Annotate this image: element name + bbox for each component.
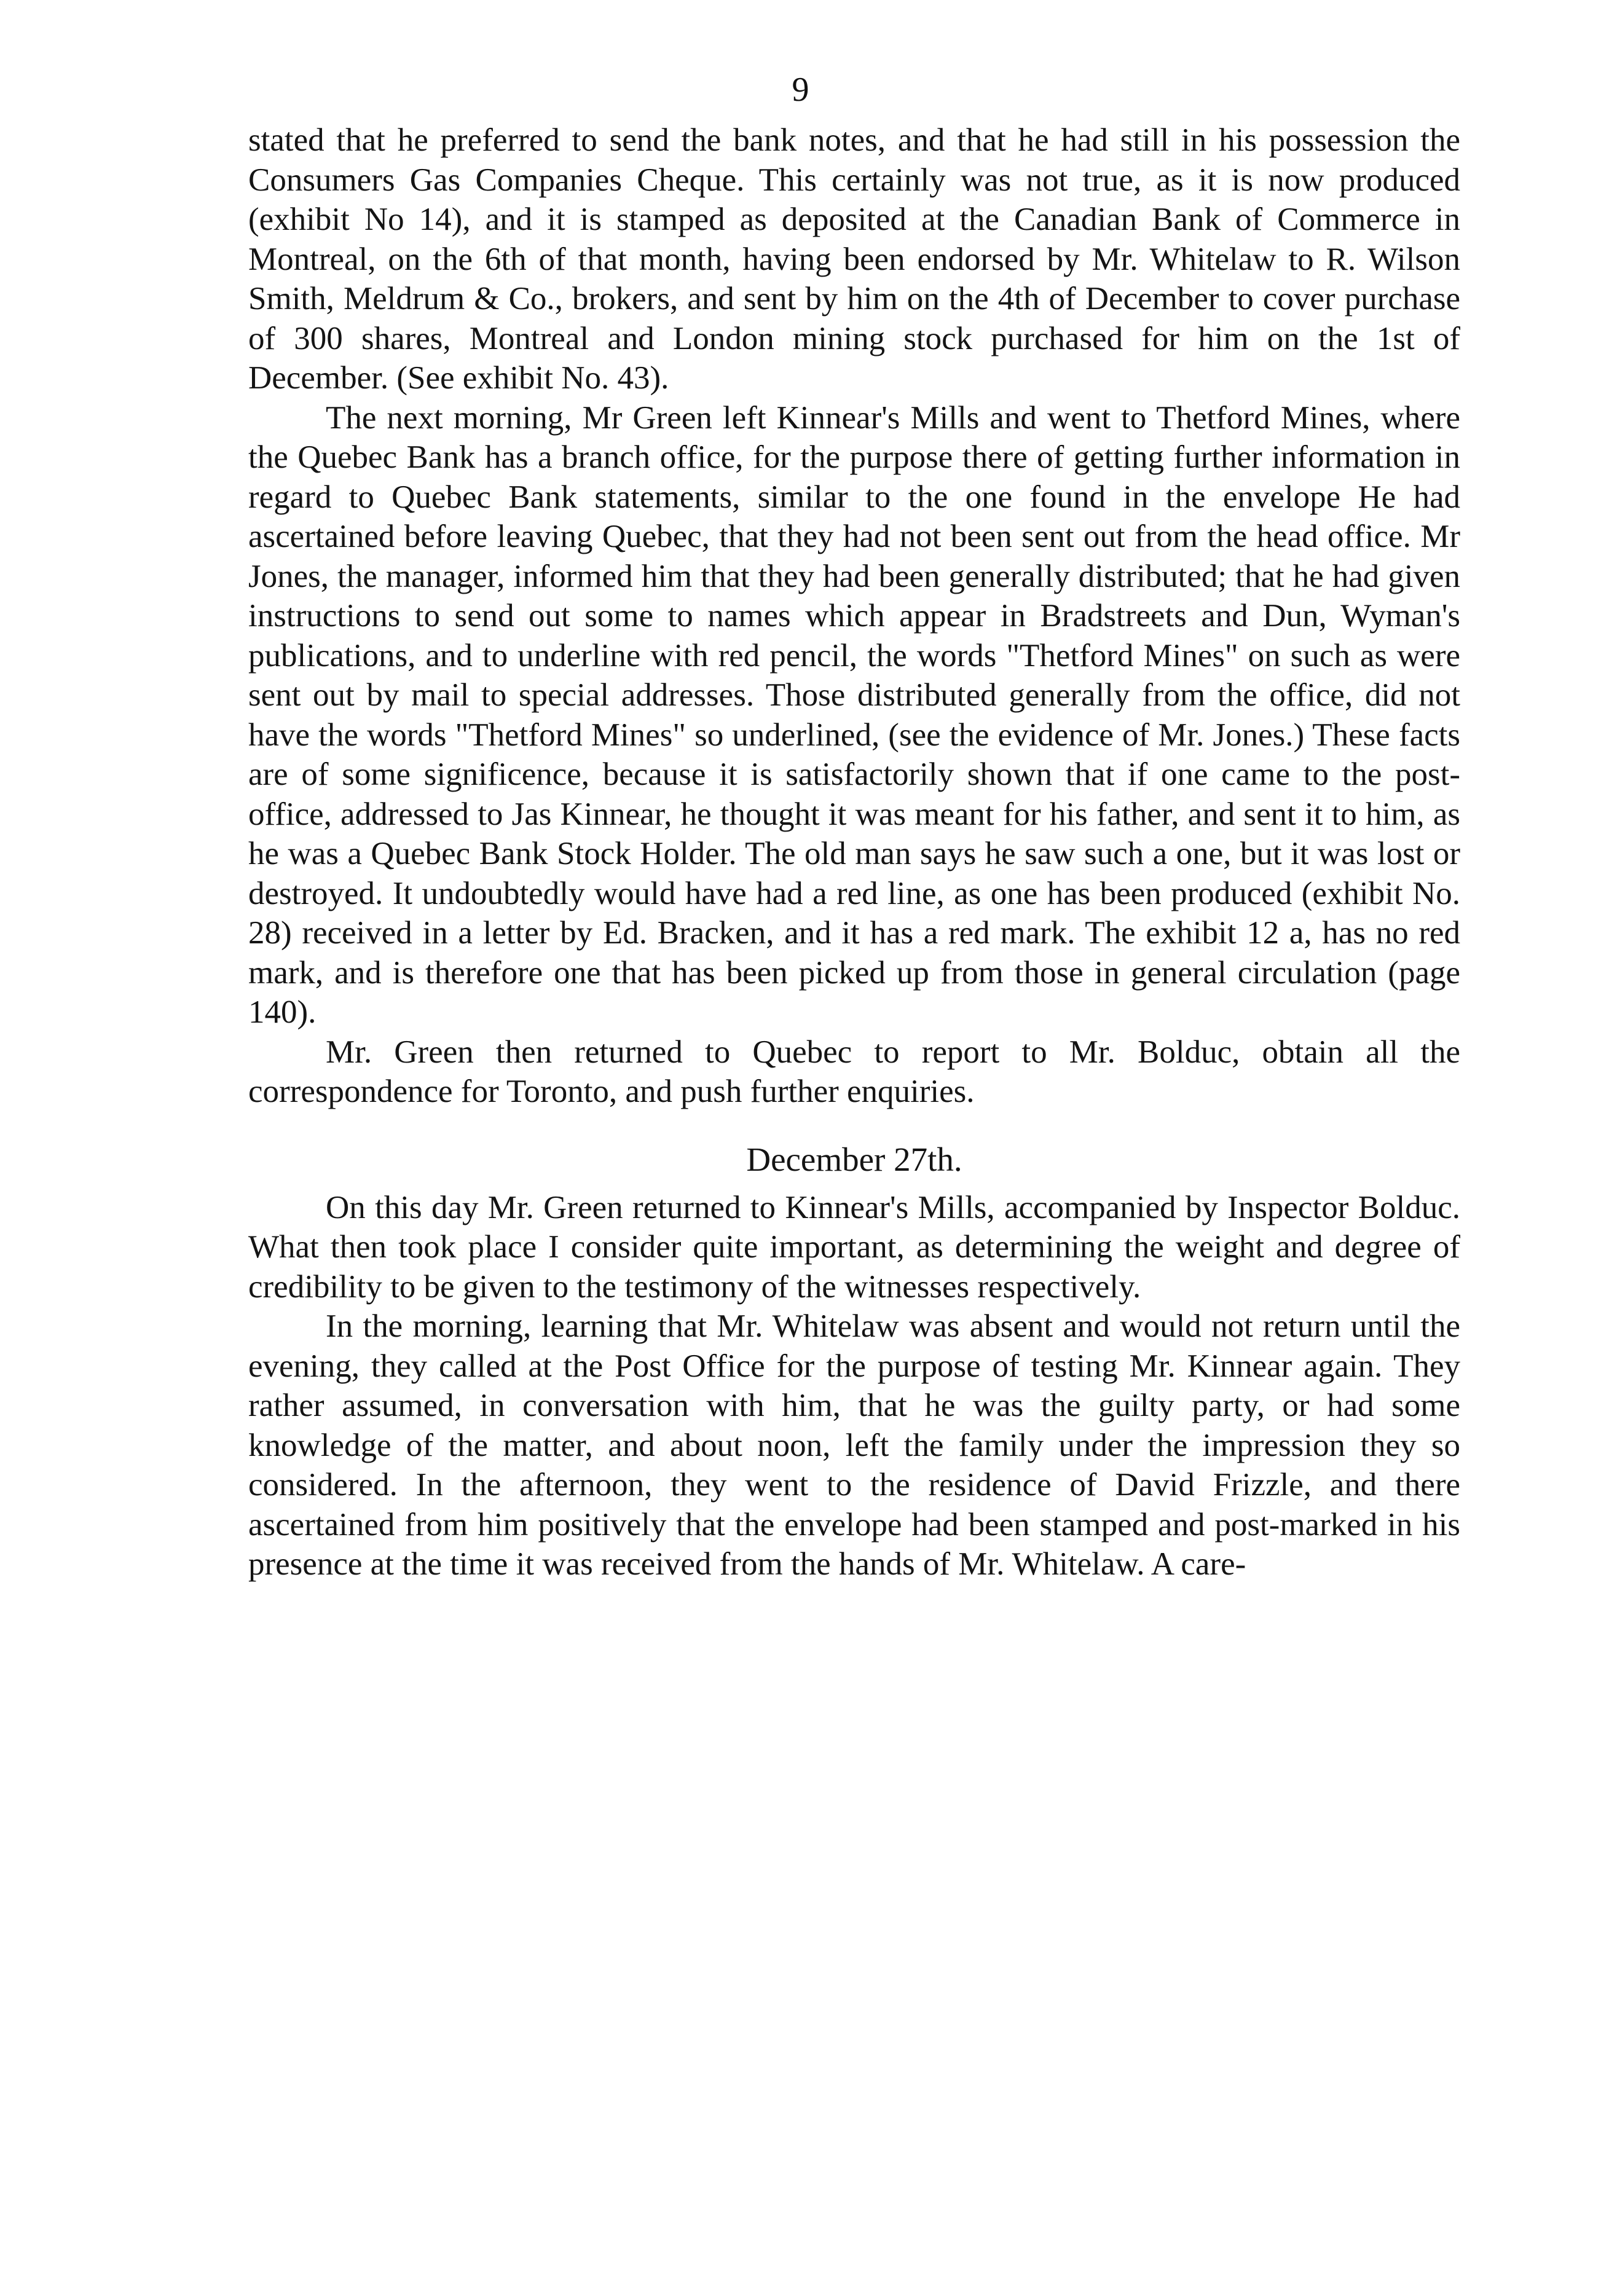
body-text	[248, 120, 1460, 1584]
paragraph-morning-visit: In the morning, learning that Mr. Whitelaw was absent and would not return until the evening, they called at the Post Office for the purpose of testing Mr. Kinnear again. They rather assumed, in conversation with him, that he was the guilty party, or had some knowledge of the matter, and about noon, left the family under the impression they so considered. In the afternoon, they went to the residence of David Frizzle, and there ascertained from him positively that the envelope had been stamped and post-marked in his presence at the time it was received from the hands of Mr. Whitelaw. A care-	[248, 1308, 1460, 1582]
paragraph-continuation: stated that he preferred to send the bank notes, and that he had still in his possession the Consumers Gas Companies Cheque. This certainly was not true, as it is now produced (exhibit No 14), and it is stamped as deposited at the Canadian Bank of Commerce in Montreal, on the 6th of that month, having been endorsed by Mr. Whitelaw to R. Wilson Smith, Meldrum & Co., brokers, and sent by him on the 4th of December to cover purchase of 300 shares, Montreal and London mining stock purchased for him on the 1st of December. (See exhibit No. 43).	[248, 122, 1460, 396]
paragraph-return-quebec: Mr. Green then returned to Quebec to report to Mr. Bolduc, obtain all the correspondence for Toronto, and push further enquiries.	[248, 1034, 1460, 1109]
paragraph-december-27: On this day Mr. Green returned to Kinnear's Mills, accompanied by Inspector Bolduc. What then took place I consider quite important, as determining the weight and degree of credibility to be given to the testimony of the witnesses respectively.	[248, 1189, 1460, 1305]
section-heading-date: December 27th.	[746, 1140, 962, 1178]
page-number: 9	[792, 71, 809, 109]
paragraph-next-morning: The next morning, Mr Green left Kinnear's Mills and went to Thetford Mines, where the Quebec Bank has a branch office, for the purpose there of getting further information in regard to Quebec Bank statements, similar to the one found in the envelope He had ascertained before leaving Quebec, that they had not been sent out from the head office. Mr Jones, the manager, informed him that they had been generally distributed; that he had given instructions to send out some to names which appear in Bradstreets and Dun, Wyman's publications, and to underline with red pencil, the words "Thetford Mines" on such as were sent out by mail to special addresses. Those distributed generally from the office, did not have the words "Thetford Mines" so underlined, (see the evidence of Mr. Jones.) These facts are of some significence, because it is satisfactorily shown that if one came to the post-office, addressed to Jas Kinnear, he thought it was meant for his father, and sent it to him, as he was a Quebec Bank Stock Holder. The old man says he saw such a one, but it was lost or destroyed. It undoubtedly would have had a red line, as one has been produced (exhibit No. 28) received in a letter by Ed. Bracken, and it has a red mark. The exhibit 12 a, has no red mark, and is therefore one that has been picked up from those in general circulation (page 140).	[248, 399, 1460, 1030]
